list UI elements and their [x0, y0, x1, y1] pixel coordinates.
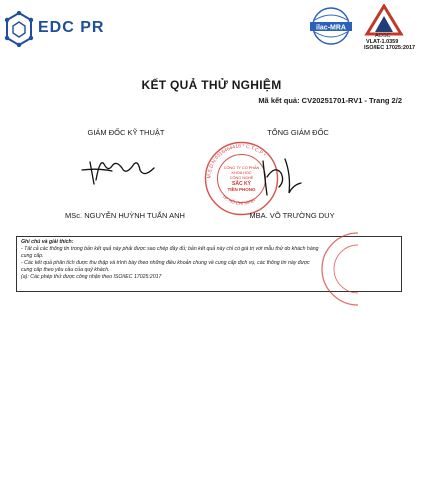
svg-text:TP. HỒ CHÍ MINH [221, 194, 256, 206]
stamp-line-4: SẮC KÝ [232, 181, 251, 187]
aosc-logo-icon [364, 4, 404, 36]
stamp-line-3: CÔNG NGHỆ [229, 176, 254, 180]
iso-code: ISO/IEC 17025:2017 [364, 45, 416, 51]
ilac-logo-text: ilac-MRA [316, 24, 346, 32]
note-line: cung cấp theo yêu cầu của quý khách. [21, 267, 110, 273]
ilac-mra-logo-icon [307, 6, 355, 46]
aosc-name: AOSC [375, 33, 391, 39]
stamp-line-1: CÔNG TY CỔ PHẦN [223, 166, 260, 170]
general-director-name: MBA. VÕ TRƯỜNG DUY [249, 211, 335, 220]
technical-director-signature [78, 150, 160, 192]
stamp-line-5: TIỀN PHONG [227, 187, 256, 192]
stamp-line-2: KHOA HỌC [231, 171, 252, 175]
technical-director-title: GIÁM ĐỐC KỸ THUẬT [87, 128, 165, 137]
note-line: - Tất cả các thông tin trong bản kết quả này phải được sao chép đầy đủ; bản kết quả này chỉ có giá trị với mẫu thử do khách hàng [21, 246, 319, 252]
technical-director-name: MSc. NGUYỄN HUỲNH TUẤN ANH [65, 211, 185, 220]
report-id: Mã kết quả: CV20251701-RV1 - Trang 2/2 [258, 96, 402, 105]
stamp-ring-text: M.S.D.N:0316464418 * C.T.C.P * [206, 143, 267, 179]
note-line: (a): Các phép thử được công nhận theo ISO/IEC 17025:2017 [21, 274, 162, 280]
note-line: cung cấp. [21, 253, 44, 259]
partial-stamp [318, 229, 358, 309]
notes-heading: Ghi chú và giải thích: [21, 239, 74, 245]
general-director-signature [255, 155, 305, 200]
general-director-title: TỔNG GIÁM ĐỐC [267, 128, 329, 137]
stamp-bottom-text: TP. HỒ CHÍ MINH [221, 194, 257, 206]
note-line: - Các kết quả phân tích được thu thập và trình bày theo những điều khoản chung về cung cấp dịch vụ, các thông tin này được [21, 260, 310, 266]
vlat-code: VLAT-1.0359 [366, 39, 399, 45]
brand-name: EDC PR [38, 19, 105, 36]
page-title: KẾT QUẢ THỬ NGHIỆM [141, 78, 282, 92]
edc-logo-icon [4, 11, 34, 47]
